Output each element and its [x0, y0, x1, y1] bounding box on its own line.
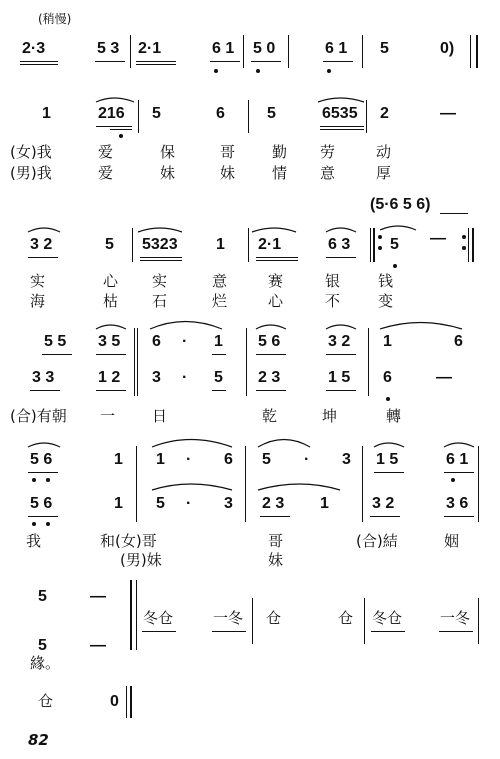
percussion: 仓: [338, 609, 354, 627]
note: ·: [186, 495, 192, 512]
lyric: 日: [152, 407, 168, 425]
note: 1: [114, 495, 123, 512]
percussion: 一冬: [213, 609, 244, 627]
lyric: 烂: [212, 292, 228, 310]
lyric: 钱: [378, 272, 394, 290]
percussion: 仓: [266, 609, 282, 627]
lyric: 緣。: [30, 654, 61, 672]
note: 5: [390, 236, 399, 253]
percussion: 冬仓: [143, 609, 174, 627]
note: 2·1: [138, 40, 162, 57]
note: 3: [152, 369, 161, 386]
note: 6 1: [212, 40, 235, 57]
note: 5323: [142, 236, 178, 253]
note: 1: [42, 105, 51, 122]
note: 1: [383, 333, 392, 350]
note: 1: [214, 333, 223, 350]
lyric: 动: [376, 143, 392, 161]
percussion: 冬仓: [372, 609, 403, 627]
note: 5 0: [253, 40, 276, 57]
lyric: 意: [212, 272, 228, 290]
note: 5: [38, 637, 47, 654]
lyric: 海: [30, 292, 46, 310]
note: ·: [304, 451, 310, 468]
lyric: 妹: [268, 551, 284, 569]
lyric: 赛: [268, 272, 284, 290]
lyric: 哥: [220, 143, 236, 161]
lyric: 意: [320, 164, 336, 182]
note: 0: [110, 693, 119, 710]
lyric: (男)我: [10, 164, 52, 182]
note: 3 6: [446, 495, 469, 512]
note: —: [430, 230, 446, 247]
lyric: (合)結: [356, 532, 398, 550]
note: 5: [105, 236, 114, 253]
lyric: 不: [325, 292, 341, 310]
lyric: 妹: [160, 164, 176, 182]
percussion: 仓: [38, 692, 54, 710]
lyric: 变: [378, 292, 394, 310]
lyric: 情: [272, 164, 288, 182]
page-number: 82: [28, 731, 49, 749]
note: 3: [342, 451, 351, 468]
note: 2 3: [262, 495, 285, 512]
note: 1 2: [98, 369, 121, 386]
note: 3: [224, 495, 233, 512]
lyric: 枯: [103, 292, 119, 310]
note: —: [90, 588, 106, 605]
note: 6 1: [446, 451, 469, 468]
lyric: 心: [268, 292, 284, 310]
lyric: 保: [160, 143, 176, 161]
note: 216: [98, 105, 125, 122]
note: 6: [383, 369, 392, 386]
lyric: 厚: [376, 164, 392, 182]
tempo-marking: (稍慢): [38, 12, 72, 26]
percussion: 一冬: [440, 609, 471, 627]
lyric: 心: [103, 272, 119, 290]
lyric: (合)有朝: [10, 407, 67, 425]
note: 5: [262, 451, 271, 468]
note: 2 3: [258, 369, 281, 386]
note: 5 3: [97, 40, 120, 57]
lyric: 坤: [322, 407, 338, 425]
lyric: (男)妹: [120, 551, 162, 569]
lyric: 姻: [444, 532, 460, 550]
lyric: 轉: [386, 407, 402, 425]
note: 3 3: [32, 369, 55, 386]
lyric: 哥: [268, 532, 284, 550]
note: 6: [454, 333, 463, 350]
lyric: 实: [152, 272, 168, 290]
note: 5: [156, 495, 165, 512]
lyric: 勤: [272, 143, 288, 161]
note: 5: [267, 105, 276, 122]
note: 6: [224, 451, 233, 468]
note: 1: [114, 451, 123, 468]
lyric: 劳: [320, 143, 336, 161]
lyric: 爱: [98, 143, 114, 161]
lyric: 银: [325, 272, 341, 290]
note: 2·3: [22, 40, 46, 57]
note: 2: [380, 105, 389, 122]
note: 5: [380, 40, 389, 57]
lyric: 一: [100, 407, 116, 425]
note: —: [436, 369, 452, 386]
note: 6: [152, 333, 161, 350]
note: ·: [182, 333, 188, 350]
note: 5: [152, 105, 161, 122]
note: 6535: [322, 105, 358, 122]
note: 6 1: [325, 40, 348, 57]
note: ·: [182, 369, 188, 386]
note: 5 6: [30, 451, 53, 468]
note: 1: [216, 236, 225, 253]
note: 5 5: [44, 333, 67, 350]
note: 1: [320, 495, 329, 512]
note: ·: [186, 451, 192, 468]
note: 3 2: [328, 333, 351, 350]
note: 2·1: [258, 236, 282, 253]
note: 1 5: [376, 451, 399, 468]
note: 0): [440, 40, 455, 57]
note: —: [440, 105, 456, 122]
note: 6 3: [328, 236, 351, 253]
lyric: 我: [26, 532, 42, 550]
alternate-ending: (5·6 5 6): [370, 196, 431, 213]
note: 1: [156, 451, 165, 468]
note: 5: [38, 588, 47, 605]
note: —: [90, 637, 106, 654]
note: 3 2: [372, 495, 395, 512]
lyric: 乾: [262, 407, 278, 425]
lyric: 妹: [220, 164, 236, 182]
lyric: 和(女)哥: [100, 532, 157, 550]
lyric: 实: [30, 272, 46, 290]
note: 5: [214, 369, 223, 386]
note: 6: [216, 105, 225, 122]
lyric: 爱: [98, 164, 114, 182]
lyric: 石: [152, 292, 168, 310]
note: 1 5: [328, 369, 351, 386]
lyric: (女)我: [10, 143, 52, 161]
note: 5 6: [258, 333, 281, 350]
note: 5 6: [30, 495, 53, 512]
note: 3 2: [30, 236, 53, 253]
note: 3 5: [98, 333, 121, 350]
